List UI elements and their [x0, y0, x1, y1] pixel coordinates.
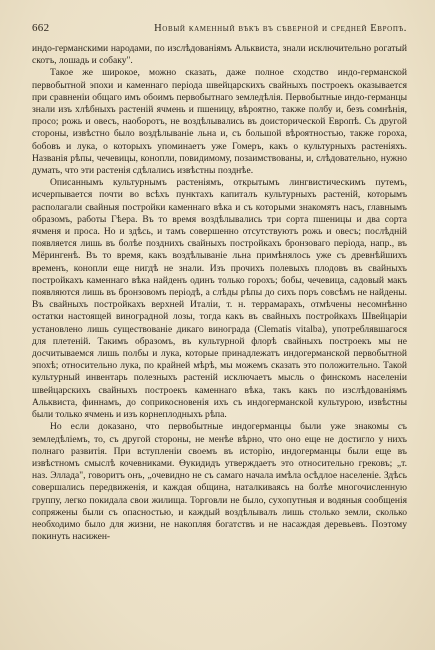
page-header	[32, 22, 407, 34]
body-text	[32, 43, 407, 543]
paragraph: Такое же широкое, можно сказать, даже полное сходство индо-германской первобытной эпохи и каменнаго періода швейцарскихъ свайныхъ построекъ оказывается при сравненіи общаго имъ обоимъ первобытнаго земледѣлія. Первобытные индо-германцы знали изъ хлѣбныхъ растеній ячмень и пшеницу, вѣроятно, также полбу и, безъ сомнѣнія, просо; рожь и овесъ, наоборотъ, не воздѣлывались въ доисторической Европѣ. Съ другой стороны, извѣстно было воздѣлываніе льна и, съ большой вѣроятностью, также гороха, бобовъ и лука, о которыхъ упоминаетъ уже Гомеръ, какъ о культурныхъ растеніяхъ. Названія рѣпы, чечевицы, конопли, повидимому, позаимствованы, и, слѣдовательно, нужно думать, что эти растенія сдѣлались извѣстны позднѣе.	[32, 67, 407, 177]
paragraph: Описаннымъ культурнымъ растеніямъ, открытымъ лингвистическимъ путемъ, исчерпывается почти во всѣхъ пунктахъ капиталъ культурныхъ растеній, которымъ располагали свайныя постройки каменнаго вѣка и съ которыми знакомятъ насъ, главнымъ образомъ, работы Гѣера. Въ то время воздѣлывались три сорта пшеницы и два сорта ячменя и проса. Но и здѣсь, и тамъ совершенно отсутствуютъ рожь и овесъ; послѣдній появляется лишь въ болѣе позднихъ свайныхъ постройкахъ бронзоваго періода, напр., въ Мёрингенѣ. Въ то время, какъ воздѣлываніе льна примѣнялось уже съ древнѣйшихъ временъ, конопли еще нигдѣ не знали. Изъ прочихъ полевыхъ плодовъ въ свайныхъ постройкахъ каменнаго вѣка найденъ одинъ только горохъ; бобы, чечевица, садовый макъ появляются лишь въ бронзовомъ періодѣ, а слѣды рѣпы до сихъ поръ совсѣмъ не найдены. Въ свайныхъ постройкахъ верхней Италіи, т. н. террамарахъ, отмѣчены несомнѣнно остатки настоящей виноградной лозы, тогда какъ въ свайныхъ постройкахъ Швейцаріи установлено лишь существованіе дикаго винограда (Clematis vitalba), употреблявшагося для плетеній. Такимъ образомъ, въ культурной флорѣ свайныхъ построекъ мы не досчитываемся лишь полбы и лука, которые принадлежатъ индогерманской первобытной эпохѣ; относительно лука, по крайней мѣрѣ, мы можемъ сказать это положительно. Такой культурный инвентарь полезныхъ растеній исключаетъ мысль о финскомъ населеніи швейцарскихъ свайныхъ построекъ каменнаго вѣка, такъ какъ по изслѣдованіямъ Альквиста, финнамъ, до соприкосновенія ихъ съ индогерманской культурою, извѣстны были только ячмень и изъ корнеплодныхъ рѣпа.	[32, 177, 407, 421]
paragraph-continued: индо-германскими народами, по изслѣдованіямъ Альквиста, знали исключительно рогатый скотъ, лошадь и собаку".	[32, 43, 407, 67]
page-number: 662	[32, 22, 50, 34]
running-title: Новый каменный вѣкъ въ сѣверной и средней Европѣ.	[154, 23, 407, 34]
paragraph: Но если доказано, что первобытные индогерманцы были уже знакомы съ земледѣліемъ, то, съ другой стороны, не менѣе вѣрно, что оно еще не достигло у нихъ полнаго развитія. При вступленіи своемъ въ исторію, индогерманцы были еще въ извѣстномъ смыслѣ кочевниками. Өукидидъ утверждаетъ это относительно грековъ; „т. наз. Эллада", говоритъ онъ, „очевидно не съ самаго начала имѣла осѣдлое населеніе. Здѣсь совершались передвиженія, и каждая община, наталкиваясь на болѣе многочисленную группу, легко покидала свои жилища. Торговли не было, сухопутныя и водяныя сообщенія сопряжены были съ опасностью, и каждый воздѣлывалъ лишь столько земли, сколько необходимо было для жизни, не накопляя богатствъ и не насаждая деревьевъ. Поэтому покинуть насижен-	[32, 421, 407, 543]
